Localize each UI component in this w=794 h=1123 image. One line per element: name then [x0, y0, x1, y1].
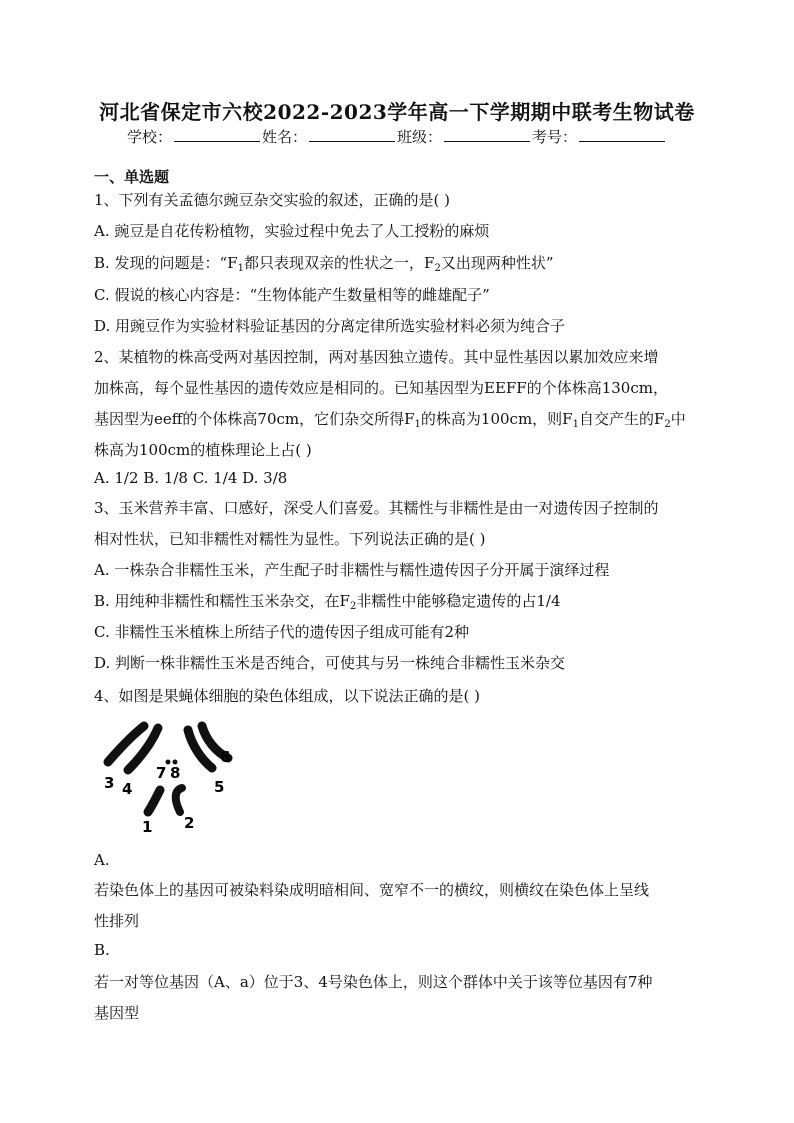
section-heading: 一、单选题	[94, 168, 170, 186]
q3-option-a: A. 一株杂合非糯性玉米，产生配子时非糯性与糯性遗传因子分开属于演绎过程	[94, 561, 610, 579]
q3-option-c: C. 非糯性玉米植株上所结子代的遗传因子组成可能有2种	[94, 623, 470, 641]
q2-l3-s2: 1	[572, 419, 579, 430]
exam-no-field[interactable]	[579, 127, 665, 142]
q1-option-a: A. 豌豆是自花传粉植物，实验过程中免去了人工授粉的麻烦	[94, 222, 490, 240]
chromosome-label-6: 6	[220, 748, 231, 766]
q2-l3-c: 自交产生的F	[578, 410, 665, 428]
q2-line-4: 株高为100cm的植株理论上占( )	[94, 441, 312, 459]
chromosome-label-5: 5	[214, 778, 225, 796]
q4-stem: 4、如图是果蝇体细胞的染色体组成，以下说法正确的是( )	[94, 687, 481, 705]
q4-option-a-line-1: 若染色体上的基因可被染料染成明暗相间、宽窄不一的横纹，则横纹在染色体上呈线	[94, 881, 650, 899]
q1-b-sub2: 2	[434, 263, 441, 274]
q4-option-a-line-2: 性排列	[94, 912, 140, 930]
q3-line-2: 相对性状，已知非糯性对糯性为显性。下列说法正确的是( )	[94, 530, 486, 548]
chromosome-label-4: 4	[122, 780, 133, 798]
q1-option-b	[94, 252, 553, 273]
q1-option-c: C. 假说的核心内容是：“生物体能产生数量相等的雌雄配子”	[94, 286, 490, 304]
chromosome-label-2: 2	[184, 814, 195, 832]
q2-l3-b: 的株高为100cm，则F	[420, 410, 573, 428]
chromosome-2	[176, 788, 182, 812]
q3-option-b	[94, 590, 561, 611]
page-title: 河北省保定市六校2022-2023学年高一下学期期中联考生物试卷	[99, 100, 695, 124]
chromosome-figure	[100, 718, 250, 838]
q2-l3-d: 中	[670, 410, 686, 428]
chromosome-label-7: 7	[156, 764, 167, 782]
q3-b-sub: 2	[349, 601, 357, 612]
chromosome-label-3: 3	[104, 774, 115, 792]
name-field[interactable]	[309, 127, 395, 142]
q1-b-mid: 都只表现双亲的性状之一，F	[244, 254, 435, 272]
class-field[interactable]	[444, 127, 530, 142]
school-label: 学校：	[126, 128, 172, 146]
q3-b-a: B. 用纯种非糯性和糯性玉米杂交，在F	[94, 592, 350, 610]
q3-b-b: 非糯性中能够稳定遗传的占1/4	[356, 592, 561, 610]
q4-option-a-label: A.	[94, 851, 110, 869]
q4-option-b-line-1: 若一对等位基因（A、a）位于3、4号染色体上，则这个群体中关于该等位基因有7种	[94, 973, 653, 991]
q2-l3-s3: 2	[664, 419, 671, 430]
q1-b-sub1: 1	[237, 263, 245, 274]
exam-no-label: 考号：	[532, 128, 578, 146]
student-info-row	[0, 126, 794, 147]
q2-options: A. 1/2 B. 1/8 C. 1/4 D. 3/8	[94, 469, 288, 487]
q2-line-1: 2、某植物的株高受两对基因控制，两对基因独立遗传。其中显性基因以累加效应来增	[94, 348, 659, 366]
q1-b-post: 又出现两种性状”	[440, 254, 554, 272]
q2-line-2: 加株高，每个显性基因的遗传效应是相同的。已知基因型为EEFF的个体株高130cm，	[94, 379, 668, 397]
q3-option-d: D. 判断一株非糯性玉米是否纯合，可使其与另一株纯合非糯性玉米杂交	[94, 654, 566, 672]
name-label: 姓名：	[261, 128, 307, 146]
school-field[interactable]	[174, 127, 260, 142]
q2-l3-a: 基因型为eeff的个体株高70cm，它们杂交所得F	[94, 410, 415, 428]
chromosome-label-8: 8	[170, 764, 181, 782]
q1-b-pre: B. 发现的问题是：“F	[94, 254, 238, 272]
q2-l3-s1: 1	[414, 419, 421, 430]
q1-stem: 1、下列有关孟德尔豌豆杂交实验的叙述，正确的是( )	[94, 191, 451, 209]
q3-line-1: 3、玉米营养丰富、口感好，深受人们喜爱。其糯性与非糯性是由一对遗传因子控制的	[94, 499, 659, 517]
q4-option-b-label: B.	[94, 941, 110, 959]
chromosome-label-1: 1	[142, 818, 153, 836]
q1-option-d: D. 用豌豆作为实验材料验证基因的分离定律所选实验材料必须为纯合子	[94, 317, 566, 335]
q2-line-3	[94, 408, 686, 429]
chromosome-1	[148, 790, 160, 812]
class-label: 班级：	[397, 128, 443, 146]
q4-option-b-line-2: 基因型	[94, 1004, 140, 1022]
